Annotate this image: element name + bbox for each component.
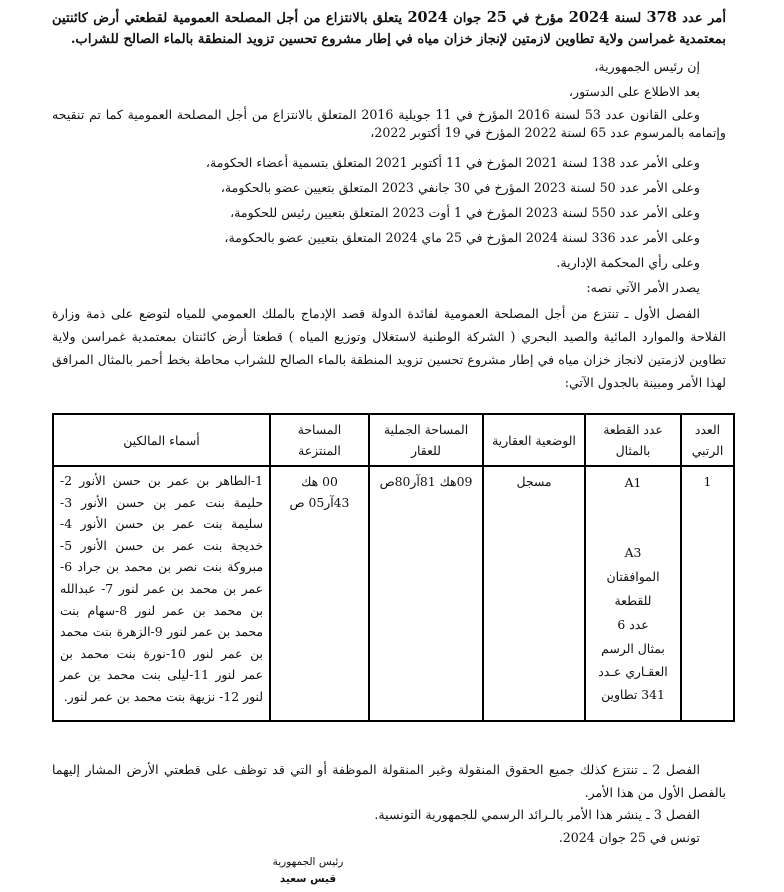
article-3: الفصل 3 ـ ينشر هذا الأمر بالـرائد الرسمي للجمهورية التونسية. — [374, 807, 700, 822]
parcel-note: الموافقتان — [606, 569, 660, 584]
cell-owners: 1-الطاهر بن عمر بن حسن الأنور 2- حليمة بنت عمر بن حسن الأنور 3- سليمة بنت عمر بن حسن الأنور 4- خديجة بنت عمر بن حسن الأنور 5- مبروكة بنت نصر بن محمد بن جراد 6- عمر بن محمد بن عمر لنور 7- عبدالله بن محمد بن عمر لنور 8-سهام بنت محمد بن عمر لنور 9-الزهرة بنت محمد بن عمر لنور 10-نورة بنت محمد بن عمر لنور 11-ليلى بنت محمد بن عمر لنور 12- نزيهة بنت محمد بن عمر لنور. — [53, 466, 270, 721]
title-text: جوان — [447, 11, 487, 26]
expropriated-hectares: 00 هك — [301, 474, 338, 489]
cell-status: مسجل — [483, 466, 585, 721]
header-status: الوضعية العقارية — [483, 414, 585, 466]
article-1: الفصل الأول ـ تنتزع من أجل المصلحة العمومية لفائدة الدولة قصد الإدماج بالملك العمومي للمياه لتوضع على ذمة وزارة الفلاحة والموارد المائية والصيد البحري ( الشركة الوطنية لاستغلال وتوزيع المياه ) قطعتا أرض كائنتان بمعتمدية غمراسن ولاية تطاوين لازمتين لانجاز خزان مياه في إطار مشروع تحسين تزويد المنطقة بالماء الصالح للشراب محاطة بخط أحمر بالمثال المرافق لهذا الأمر ومبينة بالجدول الآتي: — [52, 306, 726, 390]
preamble-line: بعد الاطلاع على الدستور، — [568, 84, 700, 99]
preamble-line: إن رئيس الجمهورية، — [594, 59, 700, 74]
table-header-row — [53, 414, 734, 466]
title-decree-number: 378 — [646, 9, 677, 26]
preamble-line: وعلى الأمر عدد 138 لسنة 2021 المؤرخ في 11 أكتوبر 2021 المتعلق بتسمية أعضاء الحكومة، — [205, 155, 700, 170]
preamble-line: وعلى الأمر عدد 336 لسنة 2024 المؤرخ في 25 ماي 2024 المتعلق بتعيين عضو بالحكومة، — [224, 230, 700, 245]
cell-serial: 1 — [681, 466, 734, 721]
preamble-law-text: وعلى القانون عدد 53 لسنة 2016 المؤرخ في 11 جويلية 2016 المتعلق بالانتزاع من أجل المصلحة العمومية كما تم تنقيحه وإتمامه بالمرسوم عدد 65 لسنة 2022 المؤرخ في 19 أكتوبر 2022، — [52, 107, 726, 140]
article-2: الفصل 2 ـ تنتزع كذلك جميع الحقوق المنقولة وغير المنقولة الموظفة أو التي قد توظف على قطعتي الأرض المشار إليهما بالفصل الأول من هذا الأمر. — [52, 762, 726, 800]
header-expropriated-area: المساحة المنتزعة — [270, 414, 369, 466]
title-text: مؤرخ في — [506, 11, 569, 26]
title-text: يتعلق بالانتزاع من أجل المصلحة العمومية لقطعتي أرض كائنتين بمعتمدية غمراسن ولاية تطاوين لازمتين لإنجاز خزان مياه في إطار مشروع تحسين تزويد المنطقة بالماء الصالح للشراب. — [52, 11, 726, 47]
place-date: تونس في 25 جوان 2024. — [558, 830, 700, 845]
header-total-area: المساحة الجملية للعقار — [369, 414, 483, 466]
header-serial: العدد الرتبي — [681, 414, 734, 466]
parcels-table — [52, 413, 735, 722]
cell-total-area: 09هك 81آر80ص — [369, 466, 483, 721]
header-parcel: عدد القطعة بالمثال — [585, 414, 681, 466]
table-row — [53, 466, 734, 721]
signature-role: رئيس الجمهورية — [272, 856, 344, 868]
title-text: لسنة — [609, 11, 647, 26]
enactment-line: يصدر الأمر الآتي نصه: — [586, 280, 700, 295]
preamble-line — [52, 106, 726, 142]
preamble-line: وعلى الأمر عدد 50 لسنة 2023 المؤرخ في 30 جانفي 2023 المتعلق بتعيين عضو بالحكومة، — [220, 180, 700, 195]
parcel-note: للقطعة — [614, 593, 652, 608]
parcel-a1: A1 — [624, 475, 642, 490]
title-text: أمر عدد — [676, 11, 727, 26]
cell-expropriated-area — [270, 466, 369, 721]
parcel-note: عدد 6 — [617, 617, 649, 632]
preamble-line: وعلى الأمر عدد 550 لسنة 2023 المؤرخ في 1 أوت 2023 المتعلق بتعيين رئيس للحكومة، — [230, 205, 700, 220]
decree-title — [52, 7, 726, 50]
parcel-a3: A3 — [624, 545, 642, 560]
header-owners: أسماء المالكين — [53, 414, 270, 466]
signature-name: قيس سعيد — [279, 873, 337, 885]
title-day: 25 — [486, 9, 507, 26]
title-year: 2024 — [568, 9, 610, 26]
preamble-line: وعلى رأي المحكمة الإدارية. — [556, 255, 700, 270]
expropriated-ares: 43آر05 ص — [289, 495, 350, 510]
cell-parcel — [585, 466, 681, 721]
title-date-year: 2024 — [407, 9, 448, 26]
parcel-note: بمثال الرسم العقـاري عـدد 341 تطاوين — [598, 641, 668, 702]
